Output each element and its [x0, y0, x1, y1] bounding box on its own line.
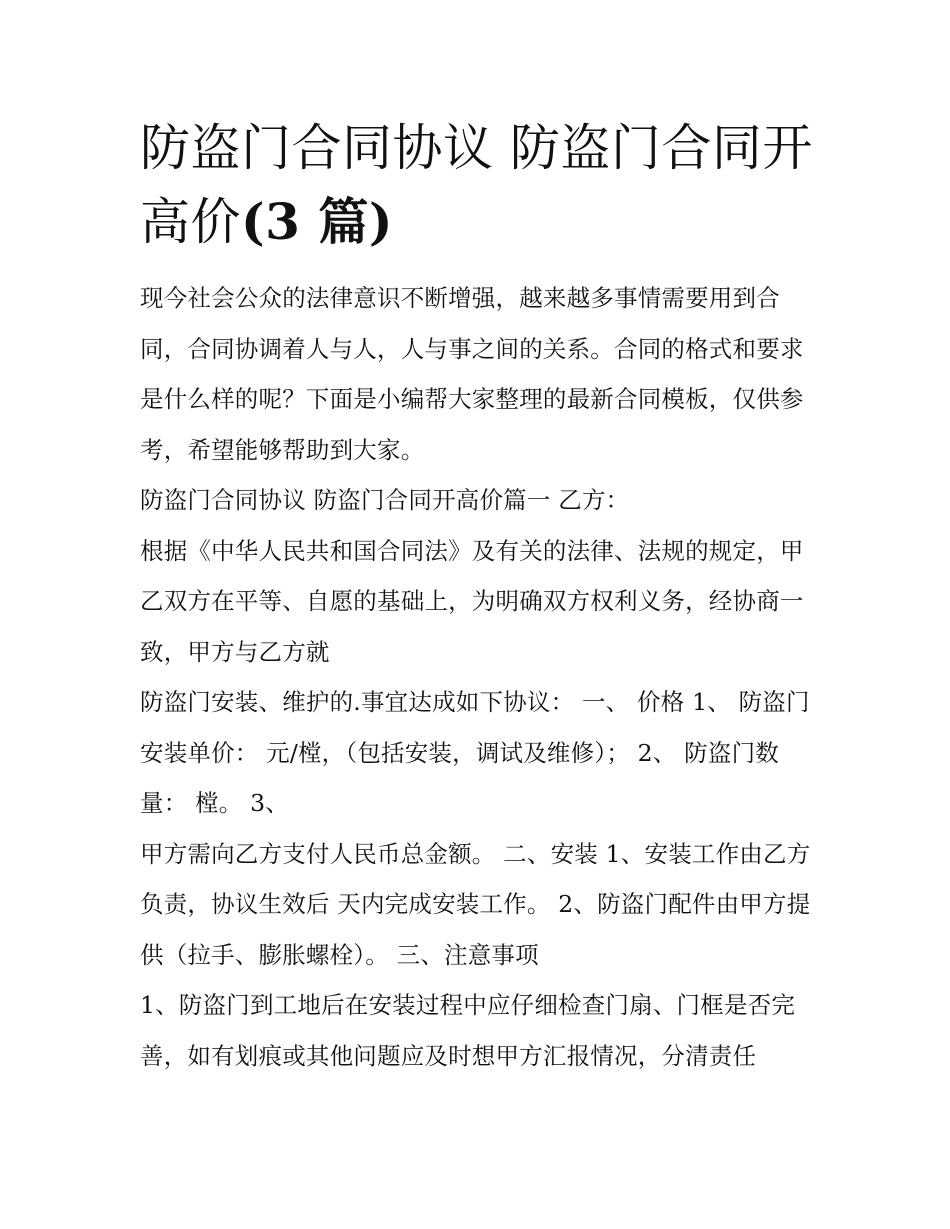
- body-paragraph: 防盗门安装、维护的.事宜达成如下协议： 一、 价格 1、 防盗门安装单价： 元/樘，（包括安装，调试及维修）； 2、 防盗门数量： 樘。 3、: [140, 688, 810, 817]
- body-paragraph: 1、防盗门到工地后在安装过程中应仔细检查门扇、门框是否完善，如有划痕或其他问题应及时想甲方汇报情况，分清责任: [140, 991, 796, 1070]
- title-line-2-suffix: (3 篇): [241, 192, 394, 251]
- title-line-2-prefix: 高价: [140, 193, 241, 251]
- body-paragraph: 甲方需向乙方支付人民币总金额。 二、安装 1、安装工作由乙方负责，协议生效后 天内完成安装工作。 2、防盗门配件由甲方提供（拉手、膨胀螺栓）。 三、注意事项: [140, 839, 811, 969]
- document-title: [140, 112, 816, 259]
- title-line-1: 防盗门合同协议 防盗门合同开: [140, 119, 813, 177]
- body-paragraph: 根据《中华人民共和国合同法》及有关的法律、法规的规定，甲乙双方在平等、自愿的基础上，为明确双方权利义务，经协商一致，甲方与乙方就: [140, 536, 804, 666]
- document-page: [140, 112, 816, 1081]
- section-heading: 防盗门合同协议 防盗门合同开高价篇一 乙方：: [140, 486, 630, 514]
- intro-paragraph: 现今社会公众的法律意识不断增强，越来越多事情需要用到合同，合同协调着人与人，人与事之间的关系。合同的格式和要求是什么样的呢？下面是小编帮大家整理的最新合同模板，仅供参考，希望能够帮助到大家。: [140, 284, 804, 464]
